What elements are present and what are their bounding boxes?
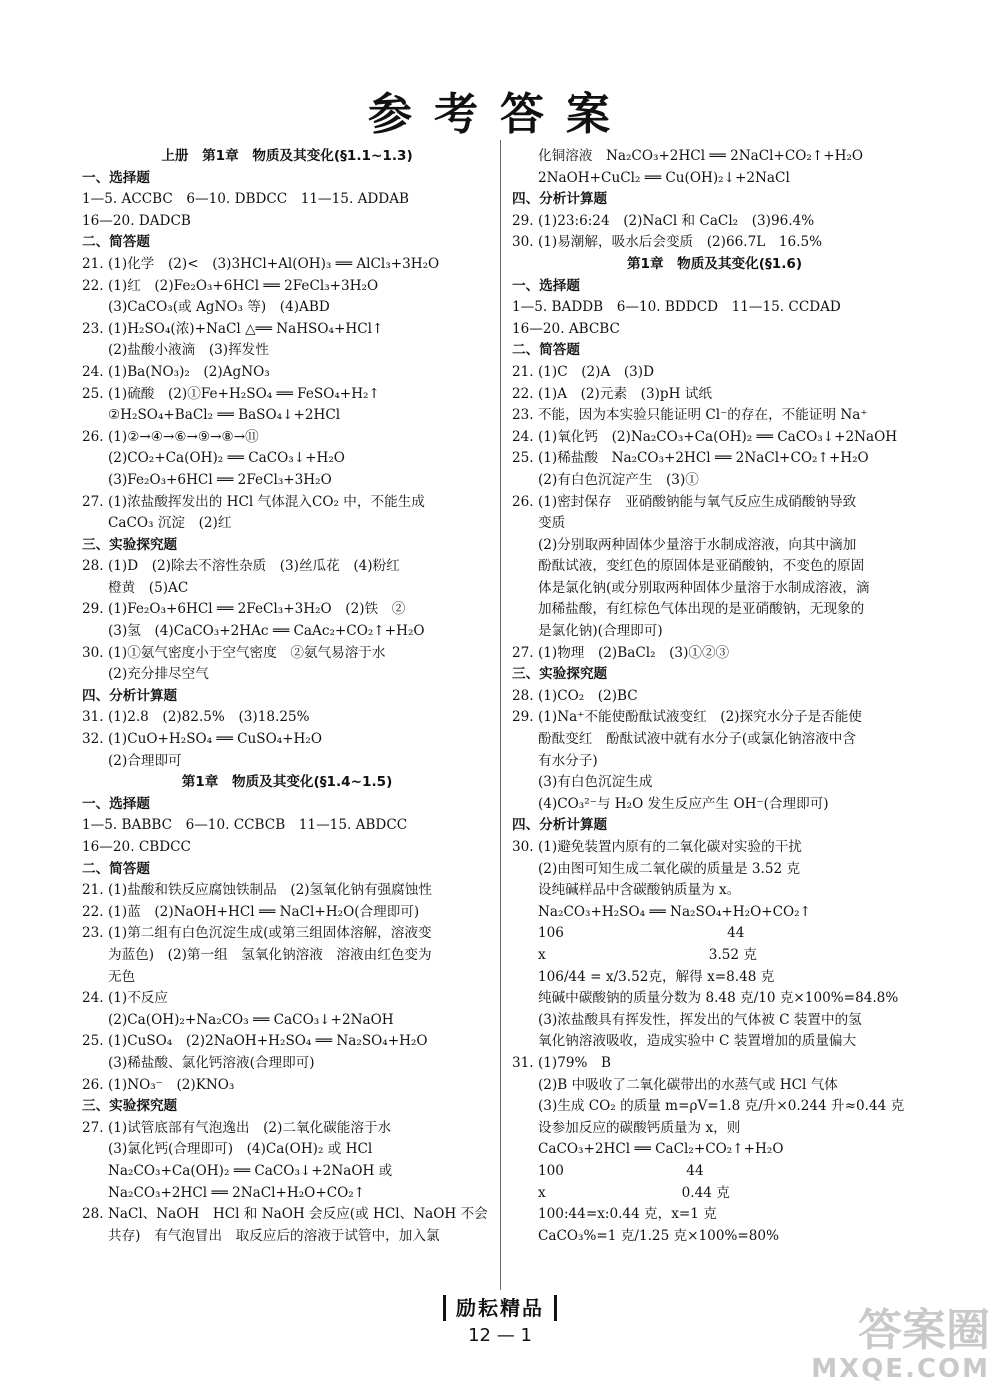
answer-line: 酚酞试液，变红色的原固体是亚硝酸钠，不变色的原固	[538, 558, 865, 575]
answer-line: (3)浓盐酸具有挥发性，挥发出的气体被 C 装置中的氢	[538, 1011, 862, 1028]
right-column	[512, 146, 917, 1247]
answer-line: 21. (1)盐酸和铁反应腐蚀铁制品 (2)氢氧化钠有强腐蚀性	[82, 882, 432, 899]
answer-line: (3)氯化钙(合理即可) (4)Ca(OH)₂ 或 HCl	[108, 1141, 373, 1158]
answer-line: (3)有白色沉淀生成	[538, 774, 653, 791]
answer-line: 变质	[538, 515, 566, 532]
answer-line: (2)合理即可	[108, 752, 182, 769]
section-heading: 四、分析计算题	[512, 191, 608, 208]
section-heading: 二、简答题	[512, 342, 580, 359]
answer-line: 27. (1)试管底部有气泡逸出 (2)二氧化碳能溶于水	[82, 1119, 392, 1136]
answer-line: 无色	[108, 968, 136, 985]
watermark-logo	[811, 1305, 990, 1384]
answer-line: CaCO₃%=1 克/1.25 克×100%=80%	[538, 1227, 779, 1244]
page-number: 12 — 1	[468, 1325, 532, 1346]
answer-line: (2)有白色沉淀产生 (3)①	[538, 471, 699, 488]
answer-line: x 0.44 克	[538, 1184, 730, 1201]
answer-line: 24. (1)Ba(NO₃)₂ (2)AgNO₃	[82, 363, 270, 380]
section-heading: 一、选择题	[82, 169, 150, 186]
chapter-heading: 第1章 物质及其变化(§1.4~1.5)	[181, 774, 393, 791]
answer-line: 30. (1)避免装置内原有的二氧化碳对实验的干扰	[512, 839, 802, 855]
watermark-url: MXQE.COM	[811, 1354, 990, 1384]
answer-line: 31. (1)79% B	[512, 1054, 611, 1071]
answer-line: 26. (1)NO₃⁻ (2)KNO₃	[82, 1076, 235, 1093]
left-column	[82, 146, 492, 1247]
answer-line: (2)分别取两种固体少量溶于水制成溶液，向其中滴加	[538, 536, 857, 553]
answer-line: (3)CaCO₃(或 AgNO₃ 等) (4)ABD	[108, 299, 330, 316]
section-heading: 三、实验探究题	[82, 1098, 178, 1115]
answer-line: (2)由图可知生成二氧化碳的质量是 3.52 克	[538, 860, 801, 877]
answer-line: 2NaOH+CuCl₂ ══ Cu(OH)₂↓+2NaCl	[538, 169, 790, 186]
section-heading: 三、实验探究题	[82, 536, 178, 553]
answer-line: 28. (1)CO₂ (2)BC	[512, 687, 638, 704]
answer-line: 1—5. BADDB 6—10. BDDCD 11—15. CCDAD	[512, 299, 841, 316]
answer-line: 是氯化钠)(合理即可)	[538, 623, 663, 640]
page-title: 参考答案	[368, 89, 632, 140]
answer-line: 31. (1)2.8 (2)82.5% (3)18.25%	[82, 709, 310, 726]
section-heading: 四、分析计算题	[512, 817, 608, 834]
answer-line: 橙黄 (5)AC	[108, 579, 189, 596]
answer-line: (3)氢 (4)CaCO₃+2HAc ══ CaAc₂+CO₂↑+H₂O	[108, 623, 425, 640]
answer-line: 1—5. BABBC 6—10. CCBCB 11—15. ABDCC	[82, 817, 408, 834]
section-heading: 一、选择题	[82, 795, 150, 812]
answer-line: (2)充分排尽空气	[108, 666, 209, 683]
answer-line: 24. (1)不反应	[82, 990, 168, 1007]
answer-line: ②H₂SO₄+BaCl₂ ══ BaSO₄↓+2HCl	[108, 407, 341, 424]
answer-line: 化铜溶液 Na₂CO₃+2HCl ══ 2NaCl+CO₂↑+H₂O	[538, 148, 864, 164]
answer-line: (2)B 中吸收了二氧化碳带出的水蒸气或 HCl 气体	[538, 1076, 838, 1093]
answer-line: 24. (1)氧化钙 (2)Na₂CO₃+Ca(OH)₂ ══ CaCO₃↓+2NaOH	[512, 428, 898, 445]
section-heading: 一、选择题	[512, 277, 580, 294]
answer-line: Na₂CO₃+H₂SO₄ ══ Na₂SO₄+H₂O+CO₂↑	[538, 903, 812, 920]
answer-line: CaCO₃+2HCl ══ CaCl₂+CO₂↑+H₂O	[538, 1141, 784, 1158]
answer-line: 29. (1)Fe₂O₃+6HCl ══ 2FeCl₃+3H₂O (2)铁 ②	[82, 601, 406, 618]
answer-line: 21. (1)化学 (2)< (3)3HCl+Al(OH)₃ ══ AlCl₃+3H₂O	[82, 255, 440, 272]
answer-line: 106 44	[538, 925, 745, 942]
answer-line: 100 44	[538, 1162, 704, 1179]
answer-line: Na₂CO₃+2HCl ══ 2NaCl+H₂O+CO₂↑	[108, 1184, 366, 1201]
answer-line: 酚酞变红 酚酞试液中就有水分子(或氯化钠溶液中含	[538, 731, 856, 748]
answer-line: 100:44=x:0.44 克，x=1 克	[538, 1206, 717, 1223]
answer-line: 纯碱中碳酸钠的质量分数为 8.48 克/10 克×100%=84.8%	[538, 990, 899, 1007]
answer-line: 22. (1)蓝 (2)NaOH+HCl ══ NaCl+H₂O(合理即可)	[82, 903, 420, 920]
answer-line: (2)盐酸小液滴 (3)挥发性	[108, 342, 269, 359]
answer-line: Na₂CO₃+Ca(OH)₂ ══ CaCO₃↓+2NaOH 或	[108, 1162, 393, 1179]
answer-line: 16—20. ABCBC	[512, 320, 620, 337]
answer-line: 26. (1)密封保存 亚硝酸钠能与氧气反应生成硝酸钠导致	[512, 493, 857, 510]
answer-line: 27. (1)物理 (2)BaCl₂ (3)①②③	[512, 644, 730, 661]
section-heading: 三、实验探究题	[512, 666, 608, 683]
answer-line: 21. (1)C (2)A (3)D	[512, 363, 655, 380]
answer-line: 29. (1)23:6:24 (2)NaCl 和 CaCl₂ (3)96.4%	[512, 212, 815, 229]
answer-line: 1—5. ACCBC 6—10. DBDCC 11—15. ADDAB	[82, 191, 410, 208]
answer-line: 22. (1)红 (2)Fe₂O₃+6HCl ══ 2FeCl₃+3H₂O	[82, 277, 379, 294]
answer-line: 设纯碱样品中含碳酸钠质量为 x。	[538, 882, 741, 899]
answer-line: 25. (1)稀盐酸 Na₂CO₃+2HCl ══ 2NaCl+CO₂↑+H₂O	[512, 450, 869, 467]
answer-line: (3)稀盐酸、氯化钙溶液(合理即可)	[108, 1054, 315, 1071]
chapter-heading: 第1章 物质及其变化(§1.6)	[626, 255, 803, 272]
answer-line: 体是氯化钠(或分别取两种固体少量溶于水制成溶液，滴	[538, 579, 870, 596]
answer-line: 22. (1)A (2)元素 (3)pH 试纸	[512, 385, 712, 402]
watermark-text: 答案圈	[858, 1305, 990, 1356]
answer-line: (3)Fe₂O₃+6HCl ══ 2FeCl₃+3H₂O	[108, 471, 332, 488]
column-divider	[500, 140, 501, 1290]
answer-line: 27. (1)浓盐酸挥发出的 HCl 气体混入CO₂ 中，不能生成	[82, 493, 425, 510]
answer-line: 16—20. CBDCC	[82, 839, 191, 855]
answer-line: 23. 不能，因为本实验只能证明 Cl⁻的存在，不能证明 Na⁺	[512, 407, 868, 424]
section-heading: 二、简答题	[82, 860, 150, 877]
section-heading: 二、简答题	[82, 234, 150, 251]
answer-line: (4)CO₃²⁻与 H₂O 发生反应产生 OH⁻(合理即可)	[538, 795, 829, 812]
answer-line: 为蓝色) (2)第一组 氢氧化钠溶液 溶液由红色变为	[108, 946, 432, 963]
answer-line: 28. (1)D (2)除去不溶性杂质 (3)丝瓜花 (4)粉红	[82, 558, 400, 575]
answer-line: 氧化钠溶液吸收，造成实验中 C 装置增加的质量偏大	[538, 1033, 857, 1050]
answer-line: 加稀盐酸，有红棕色气体出现的是亚硝酸钠，无现象的	[538, 601, 865, 618]
answer-line: 23. (1)H₂SO₄(浓)+NaCl △══ NaHSO₄+HCl↑	[82, 320, 384, 337]
answer-line: 共存) 有气泡冒出 取反应后的溶液于试管中，加入氯	[108, 1227, 440, 1244]
answer-line: 30. (1)①氨气密度小于空气密度 ②氨气易溶于水	[82, 644, 386, 661]
answer-line: 26. (1)②→④→⑥→⑨→⑧→⑪	[82, 428, 259, 445]
answer-line: x 3.52 克	[538, 946, 757, 963]
answer-line: 30. (1)易潮解，吸水后会变质 (2)66.7L 16.5%	[512, 234, 823, 251]
answer-line: 23. (1)第二组有白色沉淀生成(或第三组固体溶解，溶液变	[82, 925, 432, 942]
answer-line: 32. (1)CuO+H₂SO₄ ══ CuSO₄+H₂O	[82, 731, 323, 748]
answer-line: (3)生成 CO₂ 的质量 m=ρV=1.8 克/升×0.244 升≈0.44 克	[538, 1098, 905, 1115]
answer-line: CaCO₃ 沉淀 (2)红	[108, 515, 232, 532]
answer-line: 29. (1)Na⁺不能使酚酞试液变红 (2)探究水分子是否能使	[512, 709, 862, 726]
answer-line: 25. (1)CuSO₄ (2)2NaOH+H₂SO₄ ══ Na₂SO₄+H₂O	[82, 1033, 428, 1050]
brand-label: 励耘精品	[443, 1295, 557, 1321]
answer-line: (2)Ca(OH)₂+Na₂CO₃ ══ CaCO₃↓+2NaOH	[108, 1011, 394, 1028]
section-heading: 四、分析计算题	[82, 687, 178, 704]
answer-line: 设参加反应的碳酸钙质量为 x，则	[538, 1119, 741, 1136]
answer-line: 有水分子)	[538, 752, 598, 769]
answer-line: 28. NaCl、NaOH HCl 和 NaOH 会反应(或 HCl、NaOH 不会	[82, 1206, 488, 1223]
answer-line: 25. (1)硫酸 (2)①Fe+H₂SO₄ ══ FeSO₄+H₂↑	[82, 385, 380, 402]
chapter-heading: 上册 第1章 物质及其变化(§1.1~1.3)	[161, 148, 413, 164]
answer-line: 16—20. DADCB	[82, 212, 191, 229]
answer-line: (2)CO₂+Ca(OH)₂ ══ CaCO₃↓+H₂O	[108, 450, 345, 467]
answer-line: 106/44 = x/3.52克，解得 x=8.48 克	[538, 968, 775, 985]
